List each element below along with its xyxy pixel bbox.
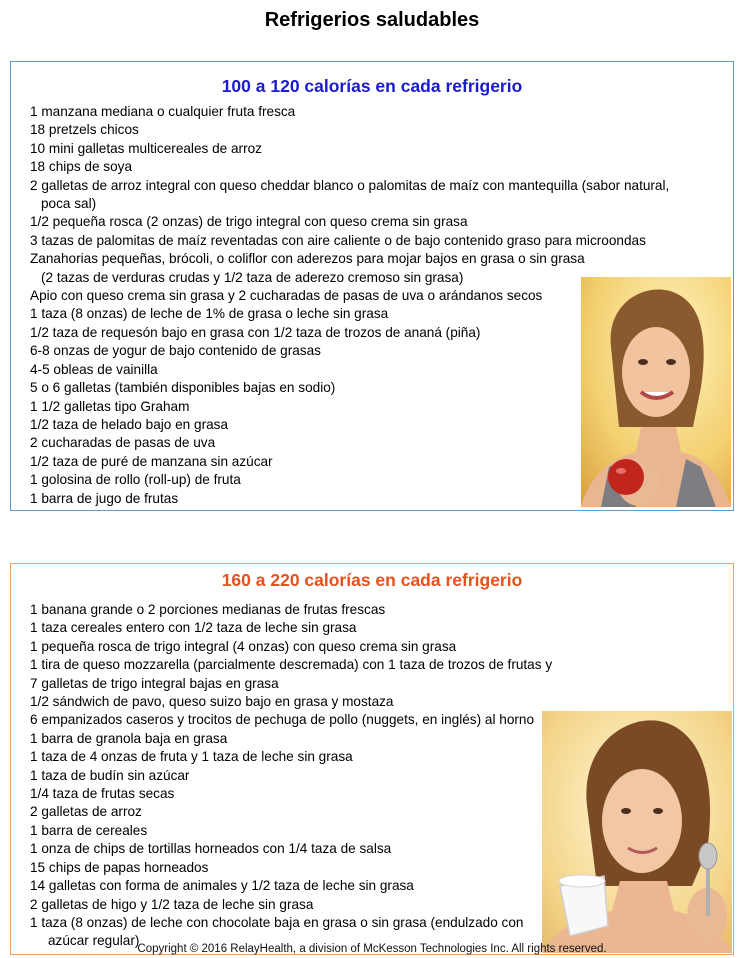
list-item-text: 1 onza de chips de tortillas horneados con 1/4 taza de salsa <box>30 841 392 857</box>
list-item-text: 2 cucharadas de pasas de uva <box>30 435 216 451</box>
list-item <box>30 638 727 656</box>
list-item <box>30 140 727 158</box>
list-item <box>30 121 727 139</box>
list-item-text: 1/2 taza de requesón bajo en grasa con 1/2 taza de trozos de ananá (piña) <box>30 324 481 340</box>
section-100-120 <box>10 61 734 511</box>
list-item-text: 1/2 pequeña rosca (2 onzas) de trigo integral con queso crema sin grasa <box>30 214 468 230</box>
list-item-text: Apio con queso crema sin grasa y 2 cucharadas de pasas de uva o arándanos secos <box>30 288 543 304</box>
list-item-text: 2 galletas de higo y 1/2 taza de leche sin grasa <box>30 896 314 912</box>
list-item-text: 1/2 sándwich de pavo, queso suizo bajo en grasa y mostaza <box>30 694 394 710</box>
list-item-text: 1/2 taza de puré de manzana sin azúcar <box>30 453 273 469</box>
list-item-text: 6 empanizados caseros y trocitos de pechuga de pollo (nuggets, en inglés) al horno <box>30 712 535 728</box>
list-item-text: 1/2 taza de helado bajo en grasa <box>30 416 229 432</box>
woman-with-apple-photo <box>581 277 731 507</box>
list-item <box>30 103 727 121</box>
list-item-text: 1 taza de 4 onzas de fruta y 1 taza de leche sin grasa <box>30 749 353 765</box>
list-item-text: 1 taza de budín sin azúcar <box>30 767 190 783</box>
section-160-220 <box>10 563 734 955</box>
list-item <box>30 158 727 176</box>
list-item-text: 3 tazas de palomitas de maíz reventadas con aire caliente o de bajo contenido graso para microondas <box>30 232 646 248</box>
list-item-text: 6-8 onzas de yogur de bajo contenido de grasas <box>30 343 321 359</box>
list-item-text: Zanahorias pequeñas, brócoli, o coliflor con aderezos para mojar bajos en grasa o sin grasa <box>30 251 585 267</box>
woman-with-yogurt-photo <box>542 711 732 953</box>
section-heading: 160 a 220 calorías en cada refrigerio <box>221 570 523 590</box>
list-item <box>30 213 727 231</box>
list-item <box>30 656 727 674</box>
list-item-text: 7 galletas de trigo integral bajas en grasa <box>30 675 279 691</box>
list-item-text: 1 barra de jugo de frutas <box>30 490 179 506</box>
list-item <box>30 675 727 693</box>
list-item-text: 1 taza cereales entero con 1/2 taza de leche sin grasa <box>30 620 357 636</box>
list-item-text: 18 pretzels chicos <box>30 122 139 138</box>
list-item-text: 10 mini galletas multicereales de arroz <box>30 140 262 156</box>
list-item <box>30 619 727 637</box>
list-item-text: 15 chips de papas horneados <box>30 859 209 875</box>
list-item-text: 2 galletas de arroz integral con queso cheddar blanco o palomitas de maíz con mantequilla (sabor natural, <box>30 177 670 193</box>
list-item-text: 1 manzana mediana o cualquier fruta fresca <box>30 104 296 119</box>
list-item-text: 1 1/2 galletas tipo Graham <box>30 398 190 414</box>
list-item-text: 4-5 obleas de vainilla <box>30 361 158 377</box>
list-item-continuation: poca sal) <box>41 196 97 212</box>
list-item-text: 1 golosina de rollo (roll-up) de fruta <box>30 472 241 488</box>
list-item-text: 1 taza (8 onzas) de leche con chocolate baja en grasa o sin grasa (endulzado con <box>30 914 524 930</box>
list-item <box>30 693 727 711</box>
list-item-text: 1 barra de cereales <box>30 822 148 838</box>
list-item-text: 1 tira de queso mozzarella (parcialmente descremada) con 1 taza de trozos de frutas y <box>30 657 553 673</box>
list-item-text: 1 pequeña rosca de trigo integral (4 onzas) con queso crema sin grasa <box>30 638 457 654</box>
list-item-text: 1 taza (8 onzas) de leche de 1% de grasa o leche sin grasa <box>30 306 389 322</box>
section-heading: 100 a 120 calorías en cada refrigerio <box>221 76 523 96</box>
copyright-footer: Copyright © 2016 RelayHealth, a division of McKesson Technologies Inc. All rights reserved. <box>137 943 607 955</box>
list-item-text: 2 galletas de arroz <box>30 804 142 820</box>
list-item-text: 1/4 taza de frutas secas <box>30 786 175 802</box>
page-title: Refrigerios saludables <box>264 9 480 31</box>
list-item-text: 14 galletas con forma de animales y 1/2 taza de leche sin grasa <box>30 878 414 894</box>
list-item <box>30 601 727 619</box>
list-item-continuation: azúcar regular) <box>48 933 140 949</box>
list-item <box>30 177 727 214</box>
list-item-text: 5 o 6 galletas (también disponibles bajas en sodio) <box>30 380 336 396</box>
list-item-text: 1 banana grande o 2 porciones medianas de frutas frescas <box>30 602 386 617</box>
list-item-text: 18 chips de soya <box>30 159 133 175</box>
list-item-continuation: (2 tazas de verduras crudas y 1/2 taza de aderezo cremoso sin grasa) <box>41 269 464 285</box>
list-item <box>30 232 727 250</box>
list-item-text: 1 barra de granola baja en grasa <box>30 730 228 746</box>
